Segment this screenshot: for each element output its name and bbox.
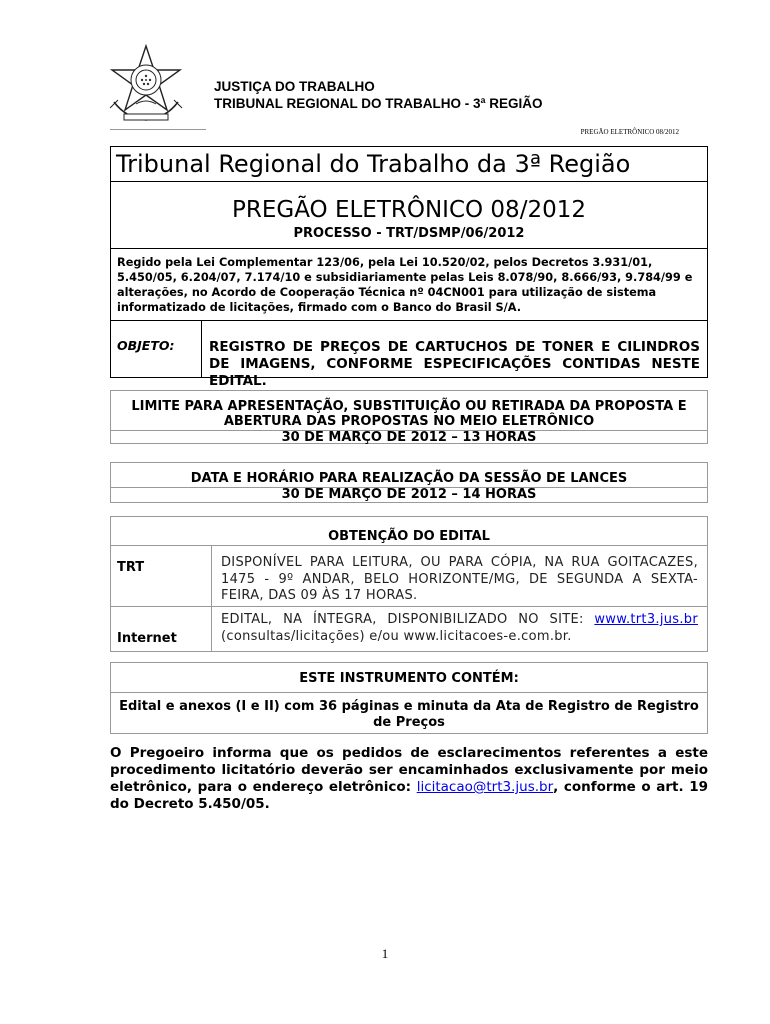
internet-text-cell bbox=[211, 606, 708, 652]
header-line-1: JUSTIÇA DO TRABALHO bbox=[214, 79, 375, 94]
objeto-label: OBJETO: bbox=[117, 338, 175, 353]
contents-text: Edital e anexos (I e II) com 36 páginas e minuta da Ata de Registro de Registro de Preços bbox=[119, 699, 699, 730]
contact-email-link[interactable]: licitacao@trt3.jus.br bbox=[416, 779, 554, 795]
obtencao-title bbox=[110, 516, 708, 546]
notice-text-before: O Pregoeiro informa que os pedidos de esclarecimentos referentes a este procedimento licitatório deverão ser encaminhados exclusivamente por meio eletrônico, para o endereço eletrônico: bbox=[110, 745, 708, 795]
internet-text-suffix: (consultas/licitações) e/ou www.licitacoes-e.com.br. bbox=[221, 628, 572, 644]
objeto-label-cell bbox=[110, 320, 202, 378]
contents-title: ESTE INSTRUMENTO CONTÉM: bbox=[111, 663, 707, 693]
clarification-notice bbox=[110, 745, 708, 813]
deadline-title: LIMITE PARA APRESENTAÇÃO, SUBSTITUIÇÃO OU RETIRADA DA PROPOSTA E ABERTURA DAS PROPOSTAS NO MEIO ELETRÔNICO bbox=[131, 399, 687, 429]
processo-number: PROCESSO - TRT/DSMP/06/2012 bbox=[293, 226, 525, 241]
pregao-title: PREGÃO ELETRÔNICO 08/2012 bbox=[232, 197, 586, 223]
trt-text: DISPONÍVEL PARA LEITURA, OU PARA CÓPIA, NA RUA GOITACAZES, 1475 - 9º ANDAR, BELO HORIZONTE/MG, DE SEGUNDA A SEXTA-FEIRA, DAS 09 ÀS 17 HORAS. bbox=[221, 555, 698, 603]
notice-text-after: , conforme o art. 19 do Decreto 5.450/05. bbox=[110, 779, 708, 812]
session-box bbox=[110, 462, 708, 503]
header-institution bbox=[214, 78, 543, 112]
internet-text bbox=[221, 612, 698, 645]
contents-box bbox=[110, 662, 708, 734]
legal-basis: Regido pela Lei Complementar 123/06, pela Lei 10.520/02, pelos Decretos 3.931/01, 5.450/05, 6.204/07, 7.174/10 e subsidiariamente pelas Leis 8.078/90, 8.666/93, 9.784/99 e alterações, no Acordo de Cooperação Técnica nº 04CN001 para utilização de sistema informatizado de licitações, firmado com o Banco do Brasil S/A. bbox=[110, 248, 708, 321]
brazil-coat-of-arms-icon bbox=[106, 44, 186, 126]
objeto-text-cell bbox=[201, 320, 708, 389]
header-line-2: TRIBUNAL REGIONAL DO TRABALHO - 3ª REGIÃO bbox=[214, 96, 543, 111]
trt3-site-link[interactable]: www.trt3.jus.br bbox=[594, 612, 698, 627]
header-divider bbox=[110, 129, 206, 130]
court-title: Tribunal Regional do Trabalho da 3ª Região bbox=[110, 146, 708, 182]
trt-label: TRT bbox=[117, 560, 145, 575]
deadline-date: 30 DE MARÇO DE 2012 – 13 HORAS bbox=[111, 430, 707, 445]
obtencao-title-text: OBTENÇÃO DO EDITAL bbox=[328, 529, 490, 544]
deadline-box bbox=[110, 390, 708, 444]
trt-label-cell bbox=[110, 545, 212, 607]
trt-text-cell bbox=[211, 545, 708, 607]
session-title: DATA E HORÁRIO PARA REALIZAÇÃO DA SESSÃO DE LANCES bbox=[190, 471, 628, 486]
session-date: 30 DE MARÇO DE 2012 – 14 HORAS bbox=[111, 487, 707, 502]
internet-label: Internet bbox=[117, 631, 177, 646]
running-head: PREGÃO ELETRÔNICO 08/2012 bbox=[580, 128, 679, 136]
pregao-box bbox=[110, 181, 708, 249]
page-number: 1 bbox=[381, 946, 389, 961]
internet-label-cell bbox=[110, 606, 212, 652]
objeto-text: REGISTRO DE PREÇOS DE CARTUCHOS DE TONER E CILINDROS DE IMAGENS, CONFORME ESPECIFICAÇÕES CONTIDAS NESTE EDITAL. bbox=[209, 339, 700, 389]
internet-text-prefix: EDITAL, NA ÍNTEGRA, DISPONIBILIZADO NO SITE: bbox=[221, 612, 595, 627]
